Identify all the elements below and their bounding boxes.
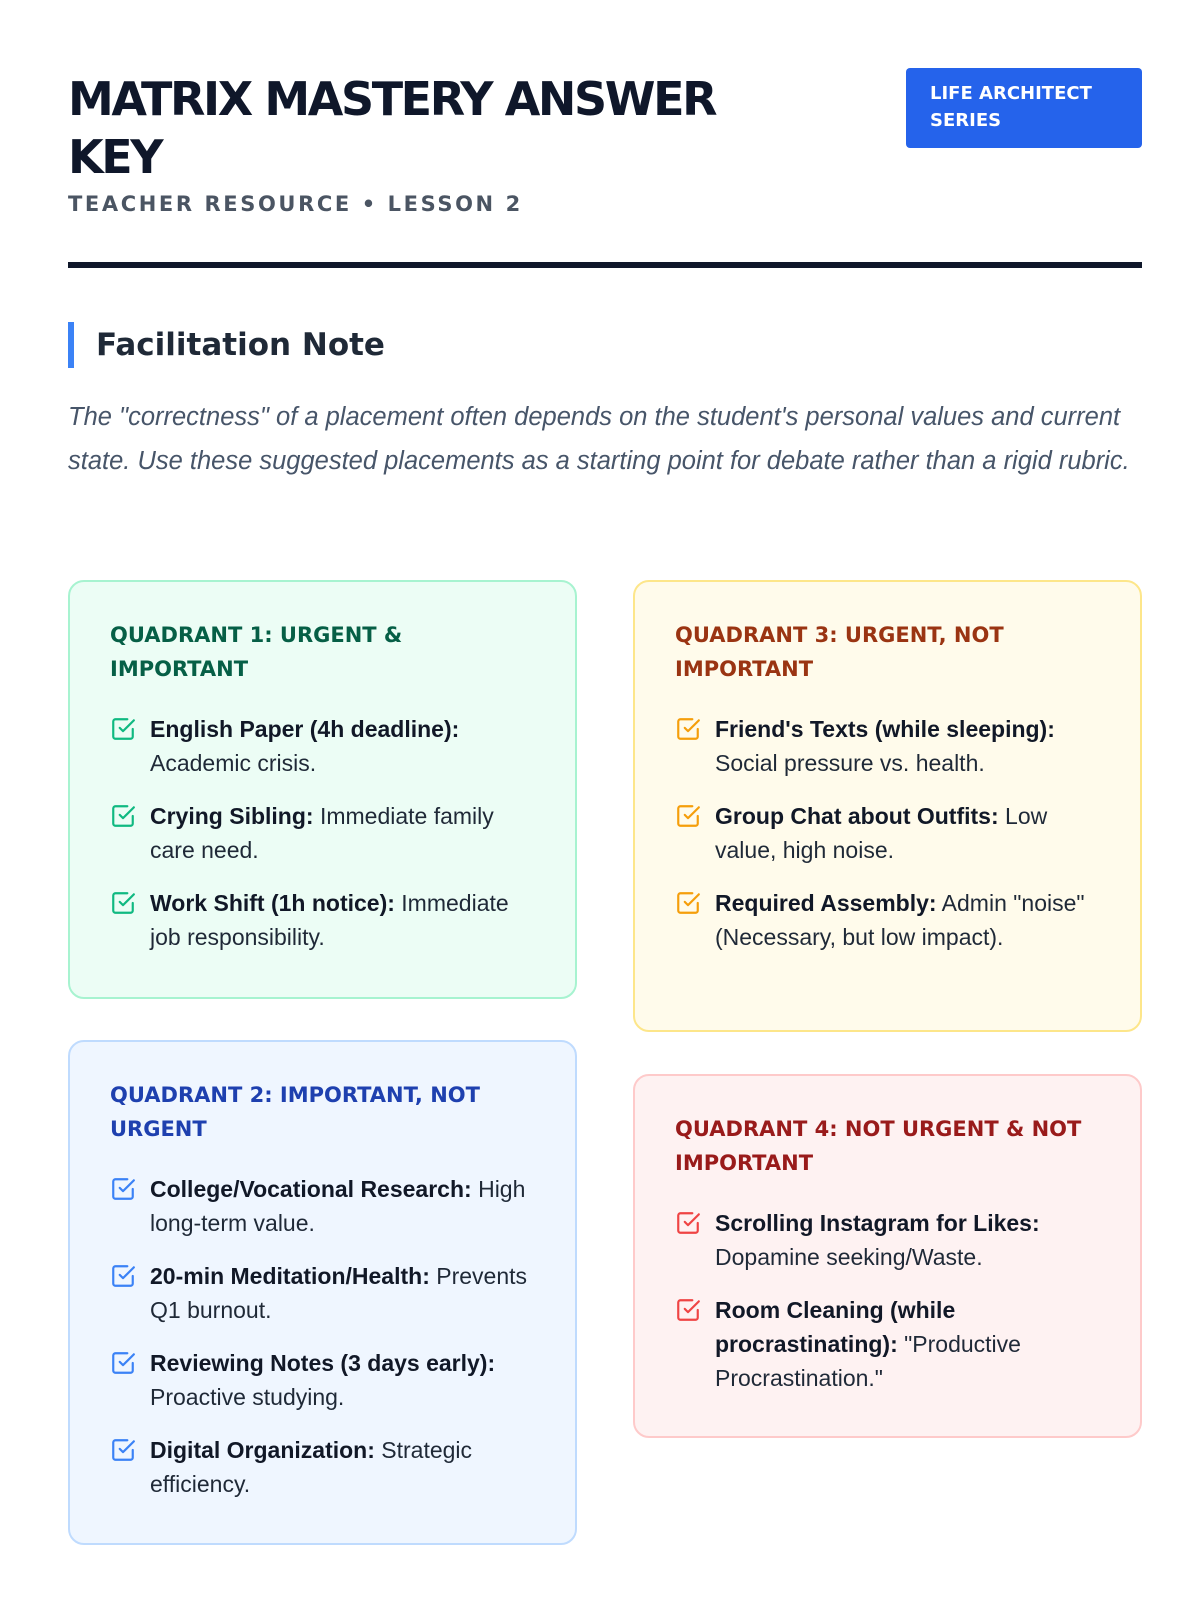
page-subtitle: TEACHER RESOURCE • LESSON 2: [68, 192, 523, 216]
list-item: [110, 1433, 535, 1501]
list-item: [675, 799, 1100, 867]
item-description: Prevents Q1 burnout.: [150, 1263, 528, 1323]
quadrant-2-card: [68, 1040, 577, 1545]
check-square-icon: [675, 890, 701, 916]
item-label: Room Cleaning (while procrastinating):: [715, 1297, 956, 1357]
item-description: Low value, high noise.: [715, 803, 1048, 863]
check-square-icon: [110, 890, 136, 916]
item-label: Friend's Texts (while sleeping):: [715, 716, 1055, 742]
item-description: Proactive studying.: [150, 1384, 345, 1410]
item-label: Reviewing Notes (3 days early):: [150, 1350, 496, 1376]
list-item: [675, 712, 1100, 780]
page-title: MATRIX MASTERY ANSWER KEY: [68, 72, 716, 184]
item-label: English Paper (4h deadline):: [150, 716, 460, 742]
check-square-icon: [675, 716, 701, 742]
quadrant-3-title: QUADRANT 3: URGENT, NOT IMPORTANT: [675, 623, 1004, 681]
quadrant-3-list: [675, 712, 1100, 954]
quadrant-4-card: [633, 1074, 1142, 1438]
item-label: Crying Sibling:: [150, 803, 314, 829]
list-item: [675, 1293, 1100, 1395]
check-square-icon: [110, 803, 136, 829]
check-square-icon: [110, 1350, 136, 1376]
item-label: College/Vocational Research:: [150, 1176, 472, 1202]
facilitation-note: The "correctness" of a placement often depends on the student's personal values and current state. Use these suggested placements as a starting point for debate rather than a rigid rubric.: [68, 403, 1130, 475]
list-item: [675, 886, 1100, 954]
item-label: Work Shift (1h notice):: [150, 890, 395, 916]
quadrant-1-list: [110, 712, 535, 954]
check-square-icon: [110, 716, 136, 742]
quadrant-2-list: [110, 1172, 535, 1501]
facilitation-heading-text: Facilitation Note: [96, 327, 385, 363]
item-label: Scrolling Instagram for Likes:: [715, 1210, 1040, 1236]
header-divider: [68, 262, 1142, 268]
list-item: [110, 799, 535, 867]
quadrant-4-list: [675, 1206, 1100, 1395]
check-square-icon: [110, 1437, 136, 1463]
quadrant-4-title: QUADRANT 4: NOT URGENT & NOT IMPORTANT: [675, 1117, 1082, 1175]
item-description: "Productive Procrastination.": [715, 1331, 1021, 1391]
item-description: Social pressure vs. health.: [715, 750, 985, 776]
item-label: Digital Organization:: [150, 1437, 375, 1463]
list-item: [110, 886, 535, 954]
item-description: Immediate job responsibility.: [150, 890, 509, 950]
item-description: Immediate family care need.: [150, 803, 494, 863]
item-description: Admin "noise" (Necessary, but low impact).: [715, 890, 1085, 950]
item-description: High long-term value.: [150, 1176, 526, 1236]
facilitation-heading: [68, 322, 385, 368]
quadrant-1-card: [68, 580, 577, 999]
item-description: Strategic efficiency.: [150, 1437, 473, 1497]
item-label: Group Chat about Outfits:: [715, 803, 999, 829]
item-label: 20-min Meditation/Health:: [150, 1263, 430, 1289]
check-square-icon: [110, 1263, 136, 1289]
quadrant-2-title: QUADRANT 2: IMPORTANT, NOT URGENT: [110, 1083, 480, 1141]
check-square-icon: [110, 1176, 136, 1202]
quadrant-1-title: QUADRANT 1: URGENT & IMPORTANT: [110, 623, 403, 681]
check-square-icon: [675, 803, 701, 829]
list-item: [110, 712, 535, 780]
item-description: Academic crisis.: [150, 750, 317, 776]
list-item: [110, 1172, 535, 1240]
list-item: [110, 1259, 535, 1327]
series-badge: LIFE ARCHITECT SERIES: [906, 68, 1142, 148]
item-label: Required Assembly:: [715, 890, 937, 916]
item-description: Dopamine seeking/Waste.: [715, 1244, 983, 1270]
list-item: [110, 1346, 535, 1414]
check-square-icon: [675, 1210, 701, 1236]
quadrant-3-card: [633, 580, 1142, 1032]
check-square-icon: [675, 1297, 701, 1323]
list-item: [675, 1206, 1100, 1274]
